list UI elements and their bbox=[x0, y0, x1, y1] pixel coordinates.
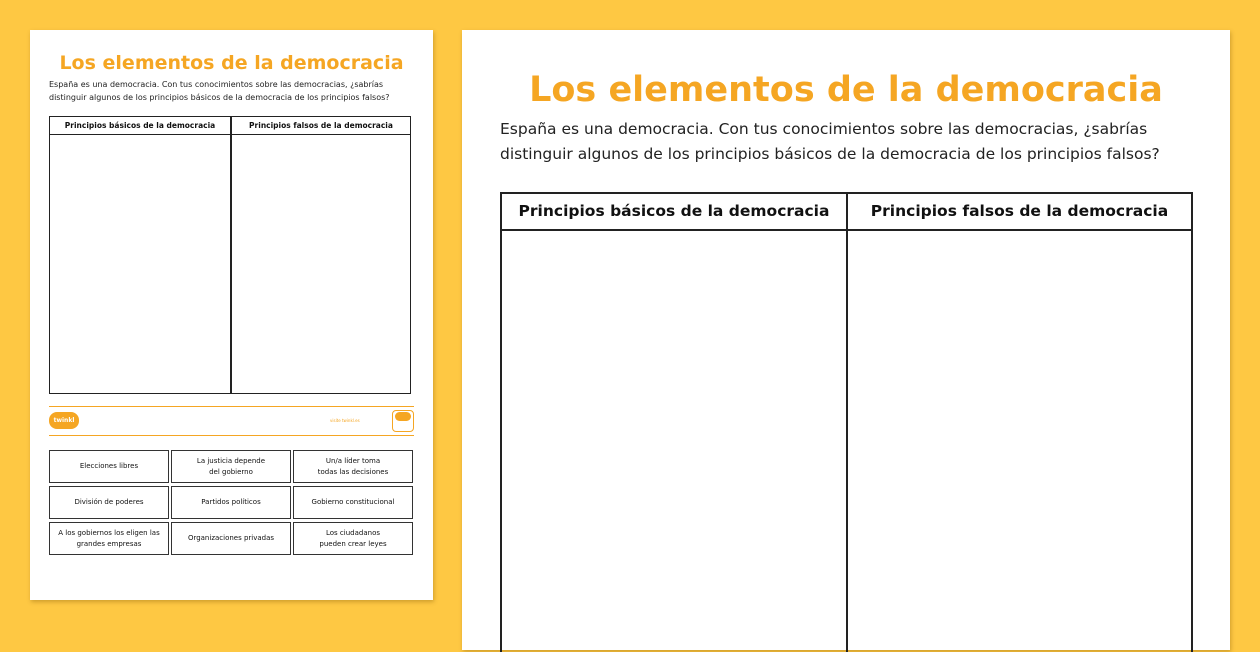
footer-text: visite twinkl.es bbox=[330, 418, 360, 423]
column-header-basic: Principios básicos de la democracia bbox=[518, 202, 830, 220]
cut-out-cards bbox=[49, 450, 414, 555]
column-header-false: Principios falsos de la democracia bbox=[870, 202, 1169, 220]
card: Organizaciones privadas bbox=[171, 522, 291, 555]
worksheet-preview bbox=[462, 30, 1230, 650]
intro-text bbox=[500, 117, 1200, 167]
page-title: Los elementos de la democracia bbox=[529, 70, 1163, 110]
card: La justicia depende del gobierno bbox=[171, 450, 291, 483]
twinkl-badge-icon bbox=[392, 410, 414, 432]
card: Partidos políticos bbox=[171, 486, 291, 519]
thumbnail-title: Los elementos de la democracia bbox=[59, 52, 404, 74]
thumbnail-column-basic: Principios básicos de la democracia bbox=[64, 121, 216, 130]
card: Gobierno constitucional bbox=[293, 486, 413, 519]
card: Elecciones libres bbox=[49, 450, 169, 483]
thumbnail-intro: España es una democracia. Con tus conocimientos sobre las democracias, ¿sabrías distinguir algunos de los principios básicos de la democracia de los principios falsos? bbox=[49, 80, 390, 102]
sorting-table bbox=[500, 192, 1193, 652]
card: Un/a líder toma todas las decisiones bbox=[293, 450, 413, 483]
thumbnail-column-false: Principios falsos de la democracia bbox=[249, 121, 393, 130]
card: Los ciudadanos pueden crear leyes bbox=[293, 522, 413, 555]
footer-rule-top bbox=[49, 406, 414, 407]
twinkl-logo-icon: twinkl bbox=[49, 412, 79, 429]
card: División de poderes bbox=[49, 486, 169, 519]
intro-line-2: distinguir algunos de los principios básicos de la democracia de los principios falsos? bbox=[500, 145, 1160, 163]
worksheet-thumbnail bbox=[30, 30, 433, 600]
thumbnail-sorting-table bbox=[49, 116, 411, 394]
column-divider bbox=[846, 194, 848, 652]
intro-line-1: España es una democracia. Con tus conocimientos sobre las democracias, ¿sabrías bbox=[500, 120, 1148, 138]
footer-rule-bottom bbox=[49, 435, 414, 436]
thumbnail-column-divider bbox=[230, 117, 232, 393]
card: A los gobiernos los eligen las grandes empresas bbox=[49, 522, 169, 555]
